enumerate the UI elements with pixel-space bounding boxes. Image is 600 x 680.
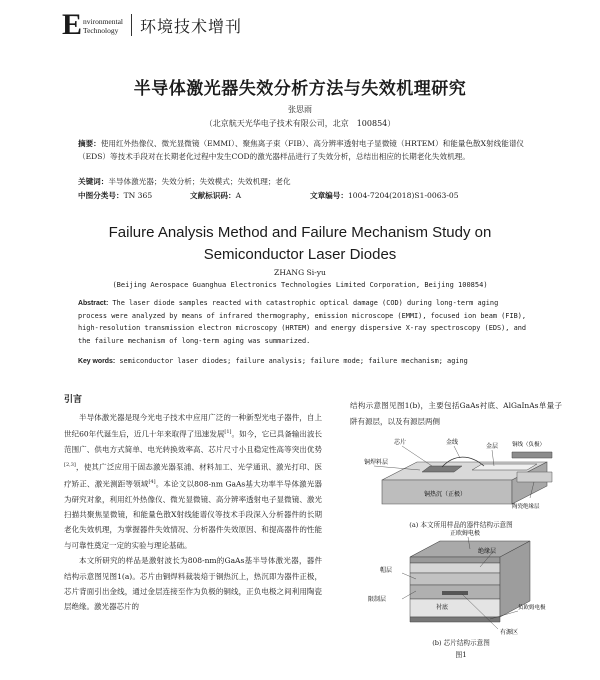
- paper-title-cn: 半导体激光器失效分析方法与失效机理研究: [133, 79, 467, 99]
- figure-1-caption: 图1: [455, 651, 467, 659]
- label-confinement: 限制层: [368, 596, 387, 603]
- keywords-cn-text: 半导体激光器；失效分析；失效模式；失效机理；老化: [108, 177, 291, 186]
- label-ceramic: 陶瓷绝缘层: [512, 504, 540, 510]
- label-chip: 芯片: [394, 439, 407, 446]
- citation: [4]: [148, 478, 156, 485]
- journal-logo-line2: Technology: [83, 26, 119, 35]
- citation: [2,3]: [64, 461, 76, 468]
- ceramic-insulator: [517, 472, 552, 482]
- journal-logo-letter: E: [62, 8, 83, 41]
- classification-row: [78, 190, 528, 201]
- abstract-cn-label: 摘要：: [78, 139, 101, 148]
- paper-title-en: Failure Analysis Method and Failure Mechanism Study on Semiconductor Laser Diodes: [108, 224, 492, 263]
- label-n-electrode: 负欧姆电极: [518, 605, 546, 611]
- abstract-en: [78, 297, 530, 347]
- document-code: 文献标识码：A: [190, 191, 242, 200]
- body-left-column: [64, 392, 322, 615]
- active-region: [442, 591, 468, 595]
- section-heading-introduction: 引言: [64, 395, 83, 405]
- figure-1a-caption: (a) 本文所用样品的器件结构示意图: [409, 521, 513, 529]
- abstract-cn: [78, 138, 528, 163]
- label-gold-layer: 金层: [486, 443, 499, 450]
- keywords-cn-label: 关键词：: [78, 177, 109, 186]
- label-p-electrode: 正欧姆电极: [450, 530, 481, 537]
- keywords-en-text: semiconductor laser diodes; failure analysis; failure mode; failure mechanism; aging: [119, 357, 468, 365]
- abstract-en-text: The laser diode samples reacted with catastrophic optical damage (COD) during long-term aging process were analyzed by means of infrared thermography, emission microscope (EMMI), focused ion beam (FIB), high-resolution transmission electron microscopy (HRTEM) and energy dispersive X-ray spectroscopy (EDS), and the failure mechanism of long-term aging was summarized.: [78, 299, 527, 345]
- body-paragraph-1: 半导体激光器是现今光电子技术中应用广泛的一种新型光电子器件，自上世纪60年代诞生后，近几十年来取得了迅速发展[1]。如今，它已具备输出波长范围广、供电方式简单、电光转换效率高、芯片尺寸小且稳定性高等突出优势[2,3]，使其广泛应用于固态激光器泵浦、材料加工、光学通讯、激光打印、医疗矫正、激光测距等领域[4]。本论文以808-nm GaAs基大功率半导体激光器为研究对象，利用红外热像仪、微光显微镜、高分辨率透射电子显微镜、激光扫描共聚焦显微镜，和能量色散X射线能谱仪等技术手段深入分析器件的长期老化失效机理，为掌握器件失效情况、分析器件失效原因、和提高器件的性能与可靠性奠定一定的实验与理论基础。: [64, 413, 323, 550]
- citation: [1]: [224, 429, 232, 436]
- masthead-divider: [131, 14, 132, 36]
- figure-1b-caption: (b) 芯片结构示意图: [432, 639, 490, 647]
- gold-layer: [472, 464, 537, 470]
- article-number: 文章编号：1004-7204(2018)S1-0063-05: [310, 191, 459, 200]
- affiliation-cn: （北京航天光华电子技术有限公司，北京 100854）: [204, 119, 396, 128]
- substrate-layer: [410, 599, 500, 617]
- figure-1b-drawing: [402, 537, 530, 629]
- insulator-layer: [410, 563, 500, 573]
- body-paragraph-2: 本文所研究的样品是激射波长为808-nm的GaAs基半导体激光器，器件结构示意图见图1(a)。芯片由铜焊料裁装焙于铜热沉上，热沉即为器件正极，芯片背面引出金线，通过金层连接至作为负极的铜线，正负电极之间利用陶瓷层绝缘。激光器芯片的: [64, 556, 322, 612]
- p-electrode-front: [410, 557, 500, 563]
- journal-logo-line1: nvironmental: [83, 17, 124, 26]
- label-copper-wire: 铜线（负极）: [512, 442, 546, 448]
- label-substrate: 衬底: [436, 604, 449, 611]
- copper-wire-bar: [512, 452, 552, 458]
- keywords-cn: [78, 176, 528, 189]
- affiliation-en: (Beijing Aerospace Guanghua Electronics Technologies Limited Corporation, Beijing 100854): [112, 281, 488, 289]
- clc-number: 中图分类号：TN 365: [78, 191, 153, 200]
- label-cladding: 帽层: [380, 567, 393, 574]
- keywords-en: [78, 357, 530, 365]
- journal-name-cn: 环境技术增刊: [140, 16, 243, 36]
- body-right-column-text: 结构示意图见图1(b)，主要包括GaAs衬底、AlGaInAs单量子阱有源层，以及有源层两侧: [350, 401, 562, 426]
- keywords-en-label: Key words:: [78, 358, 116, 365]
- abstract-en-label: Abstract:: [78, 300, 109, 307]
- figure-1a-device-structure: [362, 432, 562, 514]
- figure-1b-chip-structure: [350, 527, 572, 637]
- abstract-cn-text: 使用红外热像仪、微光显微镜（EMMI）、聚焦离子束（FIB）、高分辨率透射电子显微镜（HRTEM）和能量色散X射线能谱仪（EDS）等技术手段对在长期老化过程中发生COD的激光器样品进行了失效分析，总结出相应的长期老化失效机理。: [78, 139, 525, 161]
- author-en: ZHANG Si-yu: [274, 268, 326, 277]
- leader-line: [454, 446, 460, 458]
- label-gold-wire: 金线: [446, 439, 459, 446]
- author-cn: 张思雨: [288, 105, 312, 114]
- cladding-layer: [410, 573, 500, 585]
- journal-logo-words: [83, 17, 123, 35]
- label-active: 有源区: [500, 629, 519, 636]
- journal-masthead: [62, 10, 242, 40]
- label-heat-sink: 铜热沉（正极）: [424, 491, 467, 498]
- label-copper-solder: 铜焊料层: [364, 459, 389, 466]
- label-insulator: 绝缘层: [478, 548, 497, 555]
